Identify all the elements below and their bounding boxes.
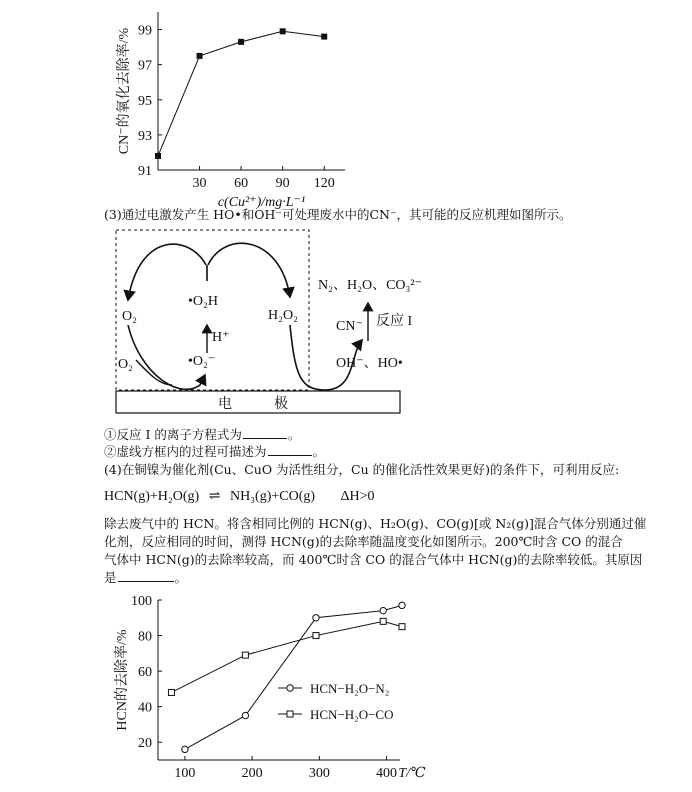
x-tick-label: 400 bbox=[376, 766, 398, 781]
y-tick-label: 20 bbox=[138, 736, 152, 752]
answer-blank-1[interactable] bbox=[243, 426, 287, 439]
paragraph-line-1: 除去废气中的 HCN。将含相同比例的 HCN(g)、H₂O(g)、CO(g)[或 N₂(g)]混合气体分别通过催 bbox=[104, 516, 647, 531]
data-point bbox=[242, 652, 248, 658]
data-point bbox=[242, 712, 248, 718]
data-point bbox=[399, 602, 405, 608]
paragraph-line-4: 是 。 bbox=[104, 570, 188, 585]
arrow-top-right bbox=[208, 243, 290, 297]
series-line bbox=[158, 31, 324, 156]
paragraph-line-3: 气体中 HCN(g)的去除率较高，而 400℃时含 CO 的混合气体中 HCN(g)的去除率较低。其原因 bbox=[104, 552, 643, 567]
chart-cu-concentration bbox=[100, 0, 360, 210]
data-point bbox=[399, 624, 405, 630]
label-hplus: H⁺ bbox=[212, 330, 230, 345]
data-point bbox=[313, 615, 319, 621]
y-tick-label: 100 bbox=[131, 594, 152, 609]
y-tick-label: 40 bbox=[138, 700, 152, 716]
reaction-mechanism-diagram bbox=[100, 225, 580, 420]
label-o2-bottom: O₂ bbox=[118, 357, 133, 372]
data-point bbox=[197, 53, 203, 59]
question-3-1: ①反应 I 的离子方程式为 。 bbox=[104, 427, 301, 442]
y-axis-label: CN⁻的氧化去除率/% bbox=[117, 27, 132, 155]
legend-marker bbox=[287, 711, 293, 717]
x-tick-label: 200 bbox=[241, 766, 263, 781]
label-cn: CN⁻ bbox=[336, 319, 363, 334]
label-o2-top: O₂ bbox=[122, 309, 137, 324]
legend-marker bbox=[287, 685, 293, 691]
question-3-text: (3)通过电激发产生 HO•和OH⁻可处理废水中的CN⁻，其可能的反应机理如图所示。 bbox=[104, 207, 572, 222]
reaction-equation: HCN(g)+H₂O(g) ⇌ NH₃(g)+CO(g) ΔH>0 bbox=[104, 489, 375, 504]
electrode-label: 电 极 bbox=[218, 397, 288, 412]
x-tick-label: 120 bbox=[313, 176, 335, 191]
y-tick-label: 80 bbox=[138, 629, 152, 645]
x-axis-label: c(Cu²⁺)/mg·L⁻¹ bbox=[217, 195, 306, 210]
x-axis-label: T/℃ bbox=[398, 766, 426, 781]
question-3-2: ②虚线方框内的过程可描述为 。 bbox=[104, 444, 326, 459]
legend-label: HCN−H₂O−CO bbox=[310, 707, 394, 722]
chart-hcn-removal bbox=[100, 588, 440, 792]
data-point bbox=[168, 689, 174, 695]
label-products: N₂、H₂O、CO₃²⁻ bbox=[318, 278, 423, 293]
answer-blank-3[interactable] bbox=[118, 569, 174, 582]
data-point bbox=[280, 28, 286, 34]
x-tick-label: 100 bbox=[174, 766, 196, 781]
answer-blank-2[interactable] bbox=[268, 443, 312, 456]
arrow-top-left bbox=[128, 244, 206, 300]
question-4-text: (4)在铜镍为催化剂(Cu、CuO 为活性组分，Cu 的催化活性效果更好)的条件下，可利用反应: bbox=[104, 462, 620, 477]
label-h2o2: H₂O₂ bbox=[268, 308, 298, 323]
y-tick-label: 95 bbox=[138, 93, 152, 109]
y-tick-label: 99 bbox=[138, 23, 152, 39]
label-reaction-1: 反应 I bbox=[376, 314, 413, 329]
series-line-1 bbox=[185, 605, 402, 749]
legend-label: HCN−H₂O−N₂ bbox=[310, 681, 390, 696]
label-o2h: •O₂H bbox=[188, 294, 219, 309]
data-point bbox=[380, 607, 386, 613]
data-point bbox=[313, 633, 319, 639]
paragraph-line-2: 化剂，反应相同的时间，测得 HCN(g)的去除率随温度变化如图所示。200℃时含 CO 的混合 bbox=[104, 534, 623, 549]
data-point bbox=[380, 618, 386, 624]
y-tick-label: 93 bbox=[138, 128, 152, 144]
y-axis-label: HCN的去除率/% bbox=[115, 629, 130, 731]
y-tick-label: 60 bbox=[138, 665, 152, 681]
y-tick-label: 91 bbox=[138, 164, 152, 179]
data-point bbox=[155, 153, 161, 159]
data-point bbox=[321, 34, 327, 40]
y-tick-label: 97 bbox=[138, 58, 152, 74]
data-point bbox=[238, 39, 244, 45]
label-o2-radical: •O₂⁻ bbox=[188, 354, 216, 369]
x-tick-label: 90 bbox=[275, 176, 290, 191]
x-tick-label: 300 bbox=[308, 766, 330, 781]
label-oh-ho: OH⁻、HO• bbox=[336, 356, 403, 371]
x-tick-label: 60 bbox=[234, 176, 249, 191]
data-point bbox=[182, 746, 188, 752]
x-tick-label: 30 bbox=[192, 176, 207, 191]
